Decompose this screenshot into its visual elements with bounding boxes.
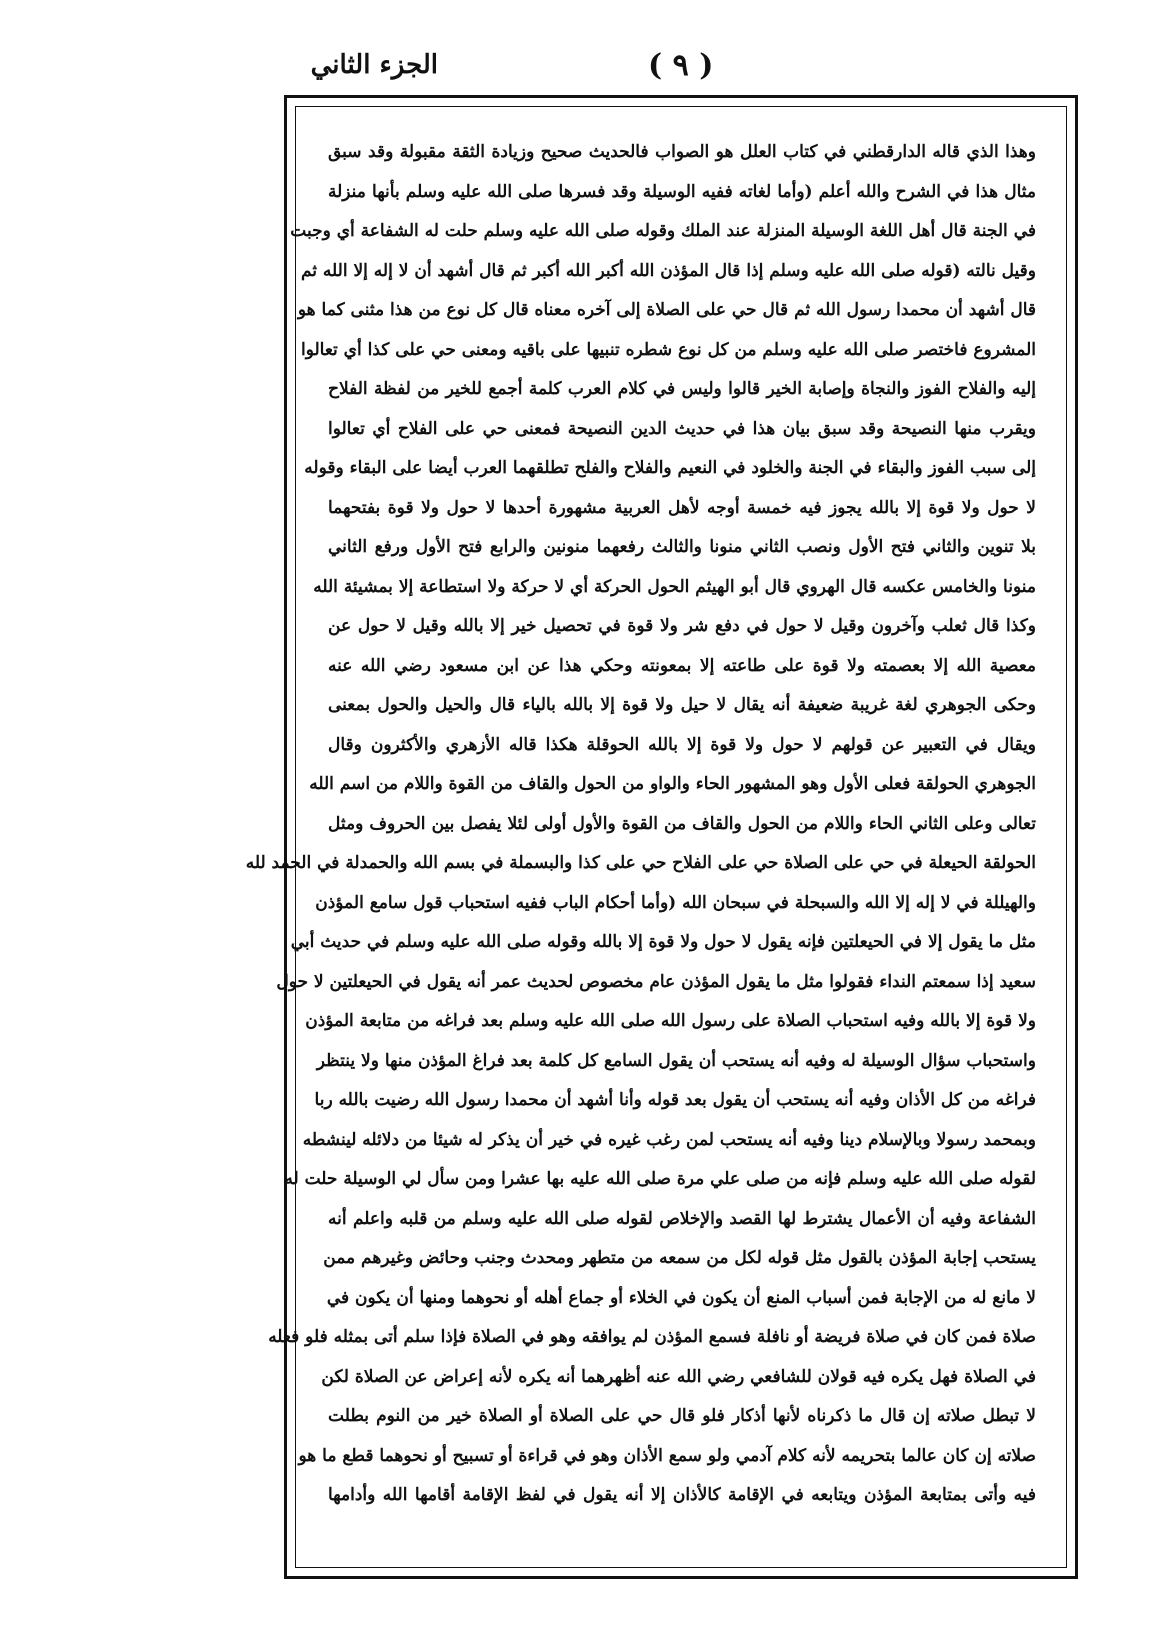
text-line: لقوله صلى الله عليه وسلم فإنه من صلى علي مرة صلى الله عليه بها عشرا ومن سأل لي الوسيلة حلت له	[284, 1169, 1036, 1189]
text-line: قال أشهد أن محمدا رسول الله ثم قال حي على الصلاة إلى آخره معناه قال كل نوع من هذا مثنى كما هو	[297, 300, 1036, 320]
page-header	[0, 48, 1158, 92]
text-line: إليه والفلاح الفوز والنجاة وإصابة الخير قالوا وليس في كلام العرب كلمة أجمع للخير من لفظة الفلاح	[328, 379, 1036, 399]
text-line: سعيد إذا سمعتم النداء فقولوا مثل ما يقول المؤذن عام مخصوص لحديث عمر أنه يقول في الحيعلتين لا حول	[276, 971, 1036, 992]
text-line: ولا قوة إلا بالله وفيه استحباب الصلاة على رسول الله صلى الله عليه وسلم بعد فراغه من متابعة المؤذن	[305, 1011, 1036, 1031]
text-line: فراغه من كل الأذان وفيه أنه يستحب أن يقول بعد قوله وأنا أشهد أن محمدا رسول الله رضيت بالله ربا	[314, 1090, 1036, 1110]
text-line: ويقال في التعبير عن قولهم لا حول ولا قوة إلا بالله الحوقلة هكذا قاله الأزهري والأكثرون وقال	[328, 734, 1036, 755]
text-line: ويقرب منها النصيحة وقد سبق بيان هذا في حديث الدين النصيحة فمعنى حي على الفلاح أي تعالوا	[328, 418, 1036, 439]
text-line: لا حول ولا قوة إلا بالله يجوز فيه خمسة أوجه لأهل العربية مشهورة أحدها لا حول ولا قوة بفتحهما	[328, 497, 1036, 518]
text-line: بلا تنوين والثاني فتح الأول ونصب الثاني منونا والثالث رفعهما منونين والرابع فتح الأول ورفع الثاني	[328, 537, 1036, 557]
text-line: واستحباب سؤال الوسيلة له وفيه أنه يستحب أن يقول السامع كل كلمة بعد فراغ المؤذن منها ولا ينتظر	[316, 1050, 1036, 1071]
text-line: فيه وأتى بمتابعة المؤذن ويتابعه في الإقامة كالأذان إلا أنه يقول في لفظ الإقامة أقامها الله وأدامها	[328, 1485, 1036, 1505]
text-line: صلاة فمن كان في صلاة فريضة أو نافلة فسمع المؤذن لم يوافقه وهو في الصلاة فإذا سلم أتى بمثله فلو فعله	[268, 1327, 1036, 1347]
text-line: إلى سبب الفوز والبقاء في الجنة والخلود في النعيم والفلاح والفلح تطلقهما العرب أيضا على البقاء وقوله	[304, 458, 1036, 478]
text-line: لا مانع له من الإجابة فمن أسباب المنع أن يكون في الخلاء أو جماع أهله أو نحوهما ومنها أن يكون في	[326, 1287, 1036, 1308]
text-line: مثال هذا في الشرح والله أعلم (وأما لغاته ففيه الوسيلة وقد فسرها صلى الله عليه وسلم بأنها منزلة	[328, 181, 1036, 202]
text-line: مثل ما يقول إلا في الحيعلتين فإنه يقول لا حول ولا قوة إلا بالله وقوله صلى الله عليه وسلم في حديث أبي	[290, 932, 1036, 952]
text-line: صلاته إن كان عالما بتحريمه لأنه كلام آدمي ولو سمع الأذان وهو في قراءة أو تسبيح أو نحوهما قطع ما هو	[298, 1445, 1036, 1466]
text-line: وقيل نالته (قوله صلى الله عليه وسلم إذا قال المؤذن الله أكبر الله أكبر ثم قال أشهد أن لا إله إلا الله ثم	[300, 260, 1036, 281]
text-line: لا تبطل صلاته إن قال ما ذكرناه لأنها أذكار فلو قال حي على الصلاة أو الصلاة خير من النوم بطلت	[328, 1406, 1036, 1426]
text-line: وكذا قال ثعلب وآخرون وقيل لا حول في دفع شر ولا قوة في تحصيل خير إلا بالله وقيل لا حول عن	[328, 616, 1036, 636]
text-line: في الجنة قال أهل اللغة الوسيلة المنزلة عند الملك وقوله صلى الله عليه وسلم حلت له الشفاعة أي وجبت	[290, 221, 1036, 241]
text-line: والهيللة في لا إله إلا الله والسبحلة في سبحان الله (وأما أحكام الباب ففيه استحباب قول سامع المؤذن	[315, 892, 1036, 913]
text-line: وبمحمد رسولا وبالإسلام دينا وفيه أنه يستحب لمن رغب غيره في خير أن يذكر له شيئا من دلائله لينشطه	[302, 1129, 1036, 1150]
text-line: تعالى وعلى الثاني الحاء واللام من الحول والقاف من القوة والأول أولى لئلا يفصل بين الحروف ومثل	[328, 813, 1036, 834]
text-line: معصية الله إلا بعصمته ولا قوة على طاعته إلا بمعونته وحكي هذا عن ابن مسعود رضي الله عنه	[328, 655, 1036, 676]
text-line: منونا والخامس عكسه قال الهروي قال أبو الهيثم الحول الحركة أي لا حركة ولا استطاعة إلا بمشيئة الله	[313, 576, 1036, 597]
text-line: وحكى الجوهري لغة غريبة ضعيفة أنه يقال لا حيل ولا قوة إلا بالله بالياء قال والحيل والحول بمعنى	[328, 695, 1036, 715]
text-line: المشروع فاختصر صلى الله عليه وسلم من كل نوع شطره تنبيها على باقيه ومعنى حي على كذا أي تعالوا	[300, 339, 1036, 360]
body-text	[245, 133, 1036, 1553]
text-line: الحولقة الحيعلة في حي على الصلاة حي على الفلاح حي على كذا والبسملة في بسم الله والحمدلة في الحمد لله	[245, 853, 1036, 873]
text-line: الشفاعة وفيه أن الأعمال يشترط لها القصد والإخلاص لقوله صلى الله عليه وسلم من قلبه واعلم أنه	[328, 1208, 1036, 1229]
text-line: في الصلاة فهل يكره فيه قولان للشافعي رضي الله عنه أظهرهما أنه يكره لأنه إعراض عن الصلاة لكن	[321, 1366, 1036, 1387]
text-line: يستحب إجابة المؤذن بالقول مثل قوله لكل من سمعه من متطهر ومحدث وجنب وحائض وغيرهم ممن	[323, 1248, 1036, 1268]
text-line: الجوهري الحولقة فعلى الأول وهو المشهور الحاء والواو من الحول والقاف من القوة واللام من اسم الله	[309, 774, 1036, 794]
text-line: وهذا الذي قاله الدارقطني في كتاب العلل هو الصواب فالحديث صحيح وزيادة الثقة مقبولة وقد سبق	[328, 142, 1036, 162]
page-number: ( ٩ )	[648, 48, 714, 83]
part-label: الجزء الثاني	[310, 50, 438, 80]
text-line	[328, 1516, 1036, 1556]
